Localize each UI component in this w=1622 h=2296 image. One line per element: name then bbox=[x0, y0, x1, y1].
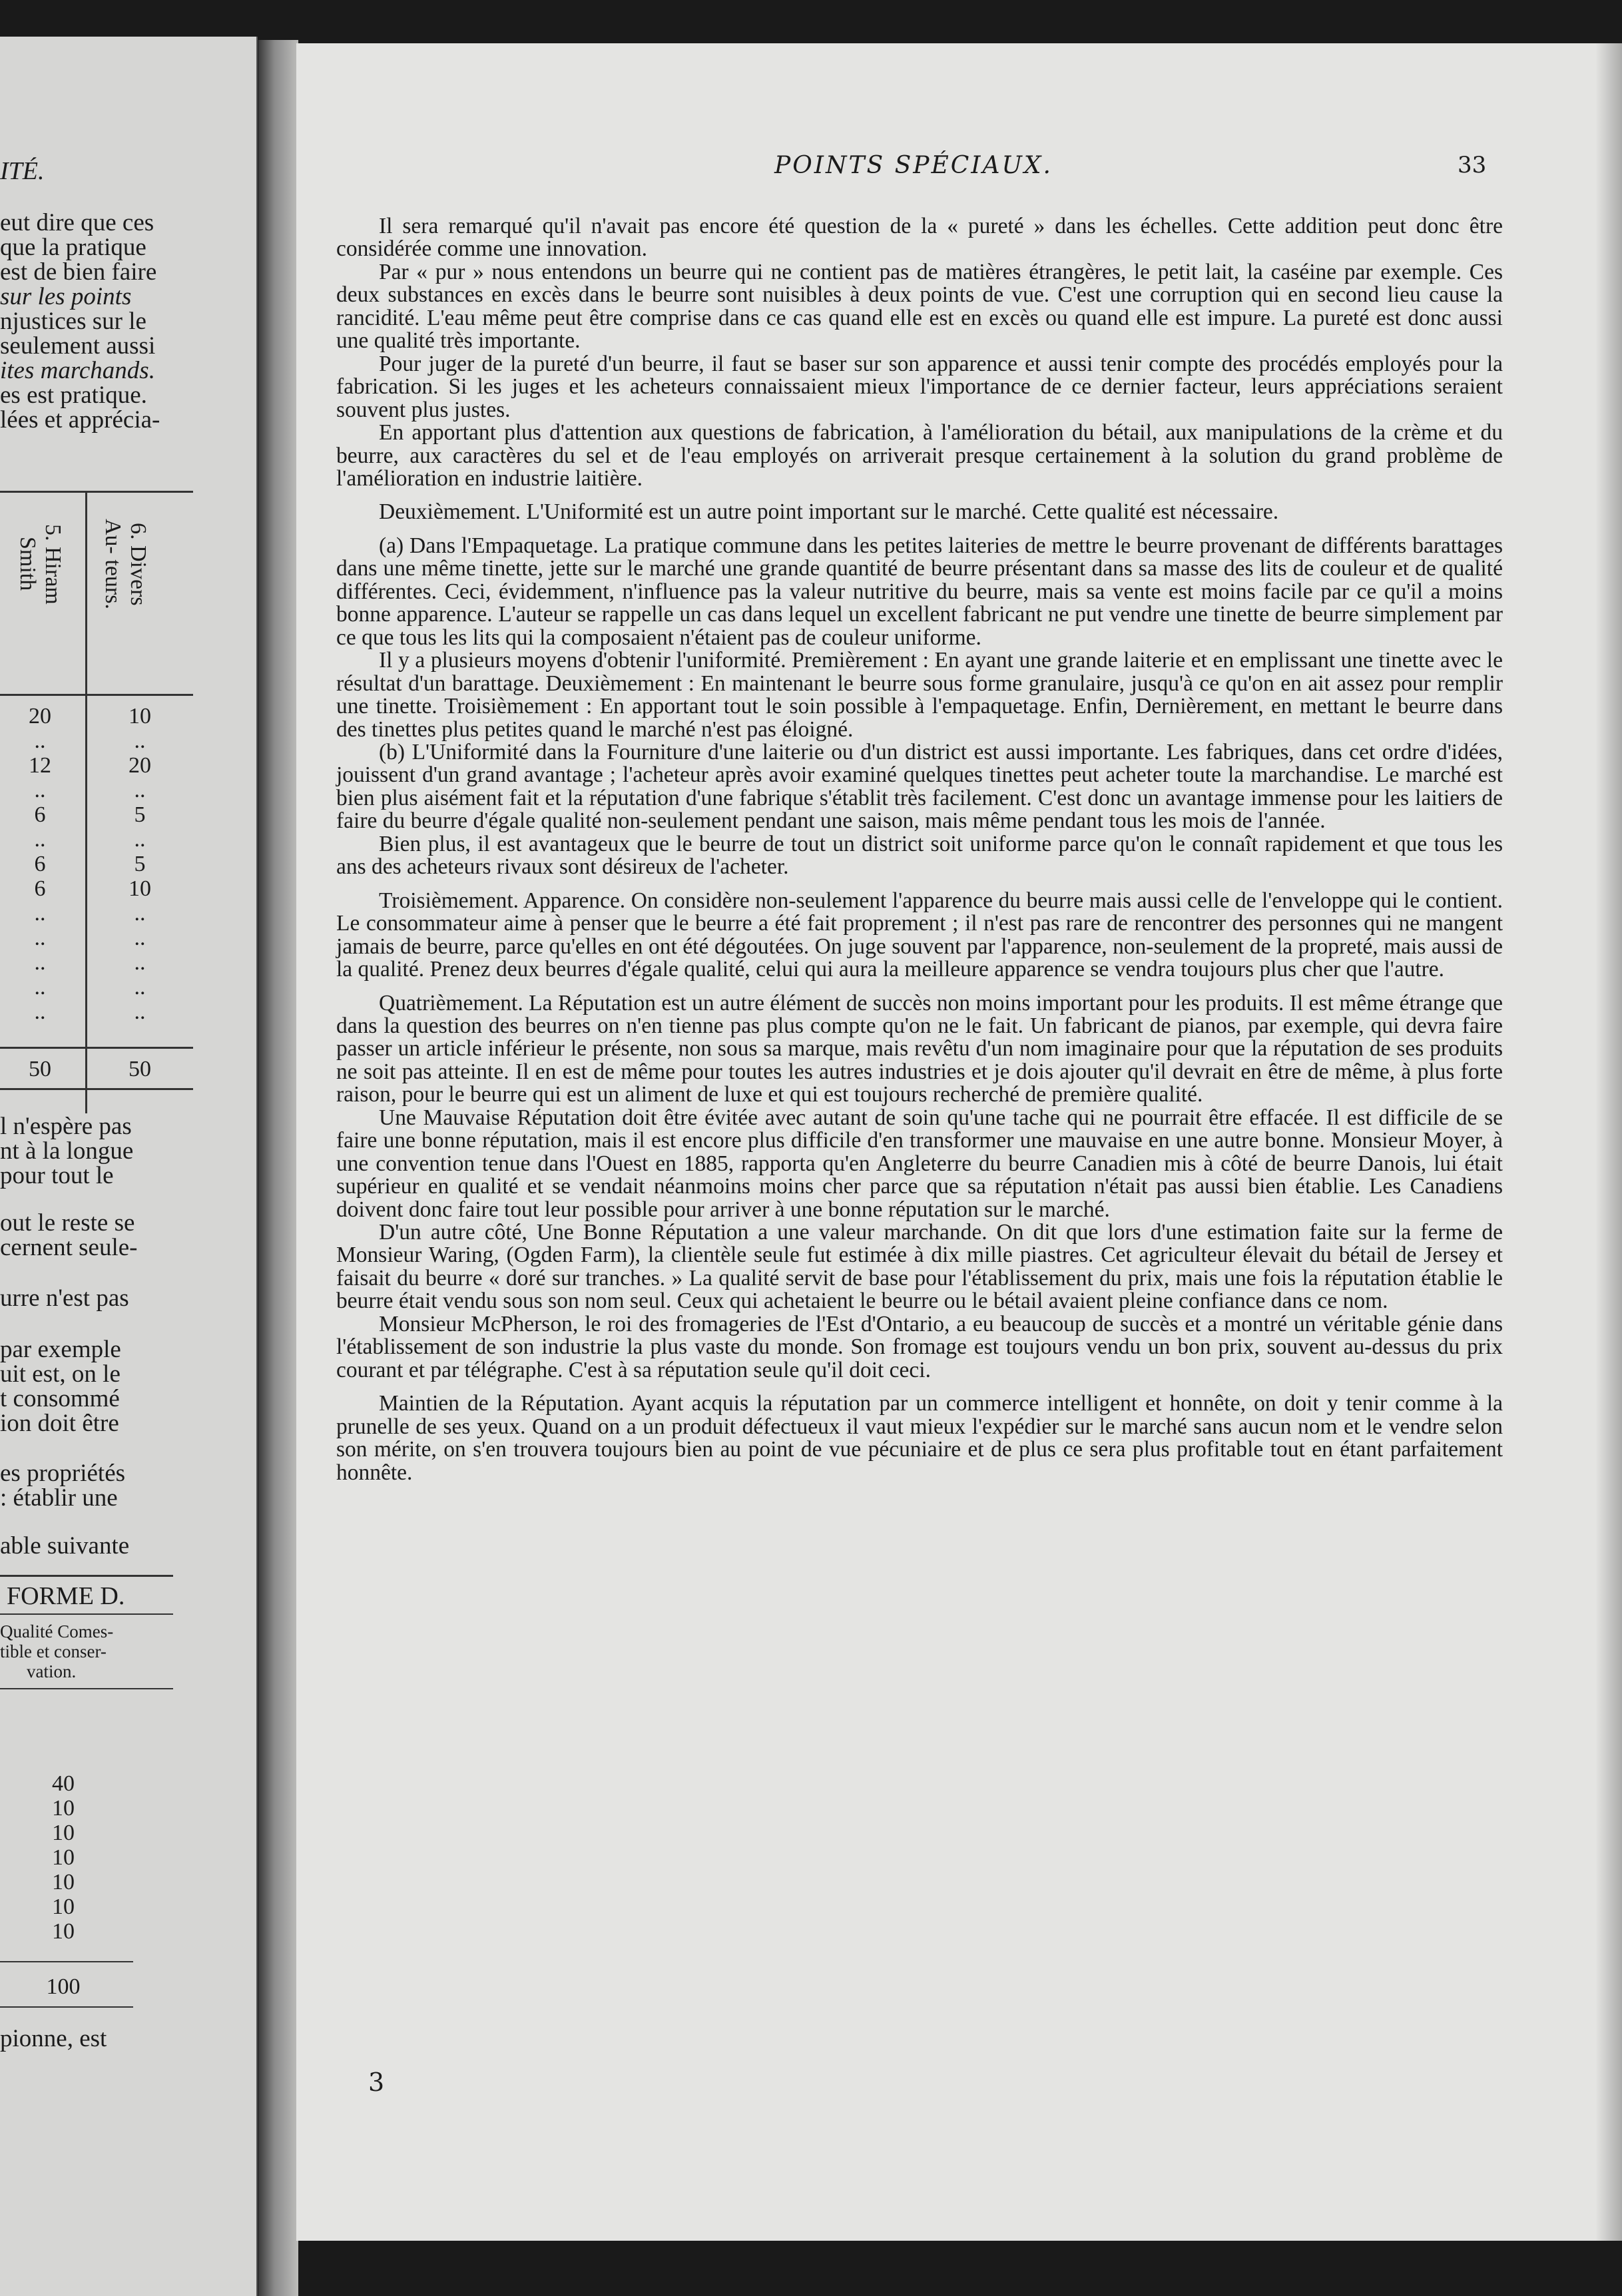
table-cell: .. bbox=[134, 827, 146, 852]
table-cell: .. bbox=[134, 901, 146, 926]
paragraph: Deuxièmement. L'Uniformité est un autre point important sur le marché. Cette qualité est nécessaire. bbox=[379, 499, 1279, 525]
paragraph: Bien plus, il est avantageux que le beurre de tout un district soit uniforme parce qu'on le connaît rapidement et que tous les ans des acheteurs rivaux sont désireux de l'acheter. bbox=[336, 831, 1503, 880]
table-cell: .. bbox=[34, 1000, 46, 1024]
signature-mark: 3 bbox=[368, 2068, 385, 2097]
table-cell: .. bbox=[134, 1000, 146, 1024]
left-line: lées et apprécia- bbox=[0, 406, 160, 433]
page-number: 33 bbox=[1458, 152, 1487, 178]
table-cell: 10 bbox=[129, 704, 151, 728]
left-line: es est pratique. bbox=[0, 382, 147, 409]
table-cell: .. bbox=[134, 975, 146, 1000]
paragraph: Pour juger de la pureté d'un beurre, il faut se baser sur son apparence et aussi tenir compte des procédés employés pour la fabrication. Si les juges et les acheteurs connaissaient mieux l'importance de ce dernier facteur, leurs appréciations seraient souvent plus justes. bbox=[336, 351, 1503, 422]
left-line: sur les points bbox=[0, 283, 132, 310]
table-cell: .. bbox=[134, 778, 146, 802]
forme-d-subheader: tible et conser- bbox=[0, 1641, 107, 1661]
table-cell: 10 bbox=[52, 1919, 75, 1944]
left-line: uit est, on le bbox=[0, 1360, 121, 1388]
table-rule bbox=[0, 694, 193, 696]
table-cell: 12 bbox=[29, 753, 51, 778]
table-cell: 6 bbox=[34, 852, 46, 876]
table-cell: 20 bbox=[29, 704, 51, 728]
table-cell: .. bbox=[34, 728, 46, 753]
table-cell: .. bbox=[34, 778, 46, 802]
table-rule bbox=[0, 1047, 193, 1049]
table-cell: 10 bbox=[129, 876, 151, 901]
paragraph: Maintien de la Réputation. Ayant acquis la réputation par un commerce intelligent et honnête, on doit y tenir comme à la prunelle de ses yeux. Quand on a un produit défectueux il vaut mieux l'expédier sur le marché sans aucun nom et le vendre selon son mérite, on s'en trouvera toujours bien au point de vue pécuniaire et de plus ce sera plus profitable tout en étant parfaitement honnête. bbox=[336, 1391, 1503, 1485]
table-cell: .. bbox=[134, 950, 146, 975]
table-cell: 40 bbox=[52, 1771, 75, 1796]
left-line: cernent seule- bbox=[0, 1234, 138, 1261]
table-cell: 10 bbox=[52, 1870, 75, 1894]
table-cell: .. bbox=[34, 950, 46, 975]
table-cell: 10 bbox=[52, 1796, 75, 1821]
table-rule bbox=[0, 491, 193, 493]
left-line: que la pratique bbox=[0, 234, 146, 261]
table-cell: 10 bbox=[52, 1845, 75, 1870]
paragraph: D'un autre côté, Une Bonne Réputation a une valeur marchande. On dit que lors d'une estimation faite sur la ferme de Monsieur Waring, (Ogden Farm), la clientèle seule fut estimée à dix mille piastres. Cet agriculteur élevait du bétail de Jersey et faisait du beurre « doré sur tranches. » La qualité servit de base pour l'établissement du prix, mais une fois la réputation établie le beurre était vendu sous son nom seul. Ceux qui achetaient le beurre ou le bétail avaient pleine confiance dans ce nom. bbox=[336, 1220, 1503, 1314]
table-cell: 6 bbox=[34, 876, 46, 901]
table-rule bbox=[0, 1688, 173, 1689]
table-cell: .. bbox=[34, 926, 46, 950]
table-cell: 5 bbox=[134, 802, 146, 827]
left-line: est de bien faire bbox=[0, 258, 157, 286]
table-cell: 10 bbox=[52, 1894, 75, 1919]
book-page bbox=[296, 43, 1622, 2241]
forme-d-subheader: Qualité Comes- bbox=[0, 1621, 114, 1641]
left-line: ion doit être bbox=[0, 1410, 119, 1437]
paragraph: (a) Dans l'Empaquetage. La pratique commune dans les petites laiteries de mettre le beurre provenant de différents barattages dans une même tinette, jette sur le marché une grande quantité de beurre présentant dans sa masse des lits de couleur et de qualité différentes. Ceci, évidemment, n'influence pas la valeur nutritive du beurre, mais sa vente est moins facile par ce qu'il a moins bonne apparence. L'auteur se rappelle un cas dans lequel un excellent fabricant ne put vendre une tinette de beurre simplement par ce que tous les lits qui la composaient n'étaient pas de couleur uniforme. bbox=[336, 533, 1503, 650]
table-column-rule bbox=[85, 491, 87, 1113]
column-header-hiram-smith: 5. Hiram Smith bbox=[15, 523, 65, 605]
table-cell: .. bbox=[34, 827, 46, 852]
book-gutter bbox=[258, 40, 298, 2296]
left-score-table bbox=[0, 491, 193, 1090]
left-line: par exemple bbox=[0, 1336, 121, 1363]
running-title: POINTS SPÉCIAUX. bbox=[774, 152, 1053, 179]
table-cell: 20 bbox=[129, 753, 151, 778]
table-cell: .. bbox=[134, 728, 146, 753]
forme-d-total: 100 bbox=[46, 1974, 81, 1999]
forme-d-values bbox=[40, 1771, 87, 1944]
left-page-header: ITÉ. bbox=[0, 157, 45, 185]
table-cell: .. bbox=[34, 901, 46, 926]
paragraph: Il y a plusieurs moyens d'obtenir l'uniformité. Premièrement : En ayant une grande laiterie et en emplissant une tinette avec le résultat d'un barattage. Deuxièmement : En maintenant le beurre sous forme granulaire, jusqu'à ce qu'on en ait assez pour remplir une tinette. Troisièmement : En apportant tout le soin possible à l'empaquetage. Enfin, Dernièrement, en mettant le beurre dans des tinettes plus petites quand le marché n'est pas éloigné. bbox=[336, 648, 1503, 742]
forme-d-title: FORME D. bbox=[7, 1582, 125, 1610]
paragraph: Troisièmement. Apparence. On considère non-seulement l'apparence du beurre mais aussi celle de l'enveloppe qui le contient. Le consommateur aime à penser que le beurre a été fait proprement ; il n'est pas rare de rencontrer des personnes qui ne mangent jamais de beurre, parce qu'elles en ont été dégoutées. On juge souvent par l'apparence, non-seulement de la propreté, mais aussi de la qualité. Prenez deux beurres d'égale qualité, celui qui aura la meilleure apparence se vendra toujours plus cher que l'autre. bbox=[336, 888, 1503, 982]
left-line: l n'espère pas bbox=[0, 1113, 132, 1140]
page-body bbox=[336, 215, 1503, 1484]
page-header bbox=[296, 152, 1622, 192]
left-line: pour tout le bbox=[0, 1162, 114, 1189]
total-hiram-smith: 50 bbox=[29, 1057, 51, 1081]
left-line: : établir une bbox=[0, 1484, 118, 1512]
total-divers-auteurs: 50 bbox=[129, 1057, 151, 1081]
paragraph: Quatrièmement. La Réputation est un autre élément de succès non moins important pour les produits. Il est même étrange que dans la question des beurres on n'en tienne pas plus compte qu'on ne le fait. Un fabricant de pianos, par exemple, qui devra faire passer un article inférieur le présente, non sous sa marque, mais revêtu d'un nom imaginaire pour que la réputation de ses produits ne soit pas atteinte. Il en est de même pour toutes les autres industries et je dois ajouter qu'il devrait en être de même, à plus forte raison, pour le beurre qui est un aliment de luxe et qui est toujours recherché de première qualité. bbox=[336, 990, 1503, 1107]
paragraph: Par « pur » nous entendons un beurre qui ne contient pas de matières étrangères, le petit lait, la caséine par exemple. Ces deux substances en excès dans le beurre sont nuisibles à deux points de vue. C'est une corruption qui en second lieu cause la rancidité. L'eau même peut être comprise dans ce cas quand elle est en excès ou quand elle est impure. La pureté est donc aussi une qualité très importante. bbox=[336, 259, 1503, 354]
table-cell: .. bbox=[34, 975, 46, 1000]
left-line: es propriétés bbox=[0, 1460, 126, 1487]
column-values-divers-auteurs bbox=[93, 704, 186, 1024]
paragraph: Il sera remarqué qu'il n'avait pas encore été question de la « pureté » dans les échelles. Cette addition peut donc être considérée comme une innovation. bbox=[336, 214, 1503, 262]
paragraph: Monsieur McPherson, le roi des fromageries de l'Est d'Ontario, a eu beaucoup de succès et a montré un véritable génie dans l'établissement de son industrie la plus vaste du monde. Son fromage est toujours vendu un bon prix, souvent au-dessus du prix courant et par télégraphe. C'est à sa réputation seule qu'il doit ceci. bbox=[336, 1311, 1503, 1382]
left-line: t consommé bbox=[0, 1385, 120, 1412]
table-rule bbox=[0, 1613, 173, 1615]
left-line: eut dire que ces bbox=[0, 209, 154, 236]
table-cell: 6 bbox=[34, 802, 46, 827]
left-line: seulement aussi bbox=[0, 332, 156, 360]
left-line: nt à la longue bbox=[0, 1137, 134, 1165]
page-edge-shadow bbox=[1595, 43, 1622, 2241]
table-rule bbox=[0, 2006, 133, 2008]
table-rule bbox=[0, 1575, 173, 1577]
column-values-hiram-smith bbox=[0, 704, 80, 1024]
forme-d-subheader: vation. bbox=[27, 1661, 77, 1681]
left-line: out le reste se bbox=[0, 1209, 135, 1237]
left-line: able suivante bbox=[0, 1532, 130, 1560]
left-line: pionne, est bbox=[0, 2025, 107, 2052]
left-line: njustices sur le bbox=[0, 308, 146, 335]
table-rule bbox=[0, 1961, 133, 1962]
left-line: urre n'est pas bbox=[0, 1285, 129, 1312]
table-cell: 10 bbox=[52, 1821, 75, 1845]
column-header-divers-auteurs: 6. Divers Au- teurs. bbox=[101, 519, 150, 609]
paragraph: En apportant plus d'attention aux questions de fabrication, à l'amélioration du bétail, aux manipulations de la crème et du beurre, aux caractères du sel et de l'eau employés on arriverait presque certainement à la solution du grand problème de l'amélioration en industrie laitière. bbox=[336, 420, 1503, 491]
paragraph: (b) L'Uniformité dans la Fourniture d'une laiterie ou d'un district est aussi importante. Les fabriques, dans cet ordre d'idées, jouissent d'un grand avantage ; l'acheteur après avoir examiné quelques tinettes peut acheter toute la marchandise. Le marché est bien plus aisément fait et la réputation d'une fabrique s'établit très facilement. C'est donc un avantage immense pour les laitiers de faire du beurre d'égale qualité non-seulement pendant une saison, mais même pendant tous les mois de l'année. bbox=[336, 739, 1503, 834]
left-line: ites marchands. bbox=[0, 357, 155, 384]
paragraph: Une Mauvaise Réputation doit être évitée avec autant de soin qu'une tache qui ne pourrait être effacée. Il est difficile de se faire une bonne réputation, mais il est encore plus difficile d'en transformer une mauvaise en une autre bonne. Monsieur Moyer, à une convention tenue dans l'Ouest en 1885, rapporta qu'en Angleterre du beurre Canadien mis à côté de beurre Danois, lui était supérieur en qualité et se vendait néanmoins moins cher parce que sa réputation n'était pas aussi bien établie. Les Canadiens doivent donc faire tout leur possible pour arriver à une bonne réputation sur le marché. bbox=[336, 1105, 1503, 1222]
table-cell: 5 bbox=[134, 852, 146, 876]
table-cell: .. bbox=[134, 926, 146, 950]
table-rule bbox=[0, 1088, 193, 1090]
left-facing-page bbox=[0, 37, 258, 2296]
